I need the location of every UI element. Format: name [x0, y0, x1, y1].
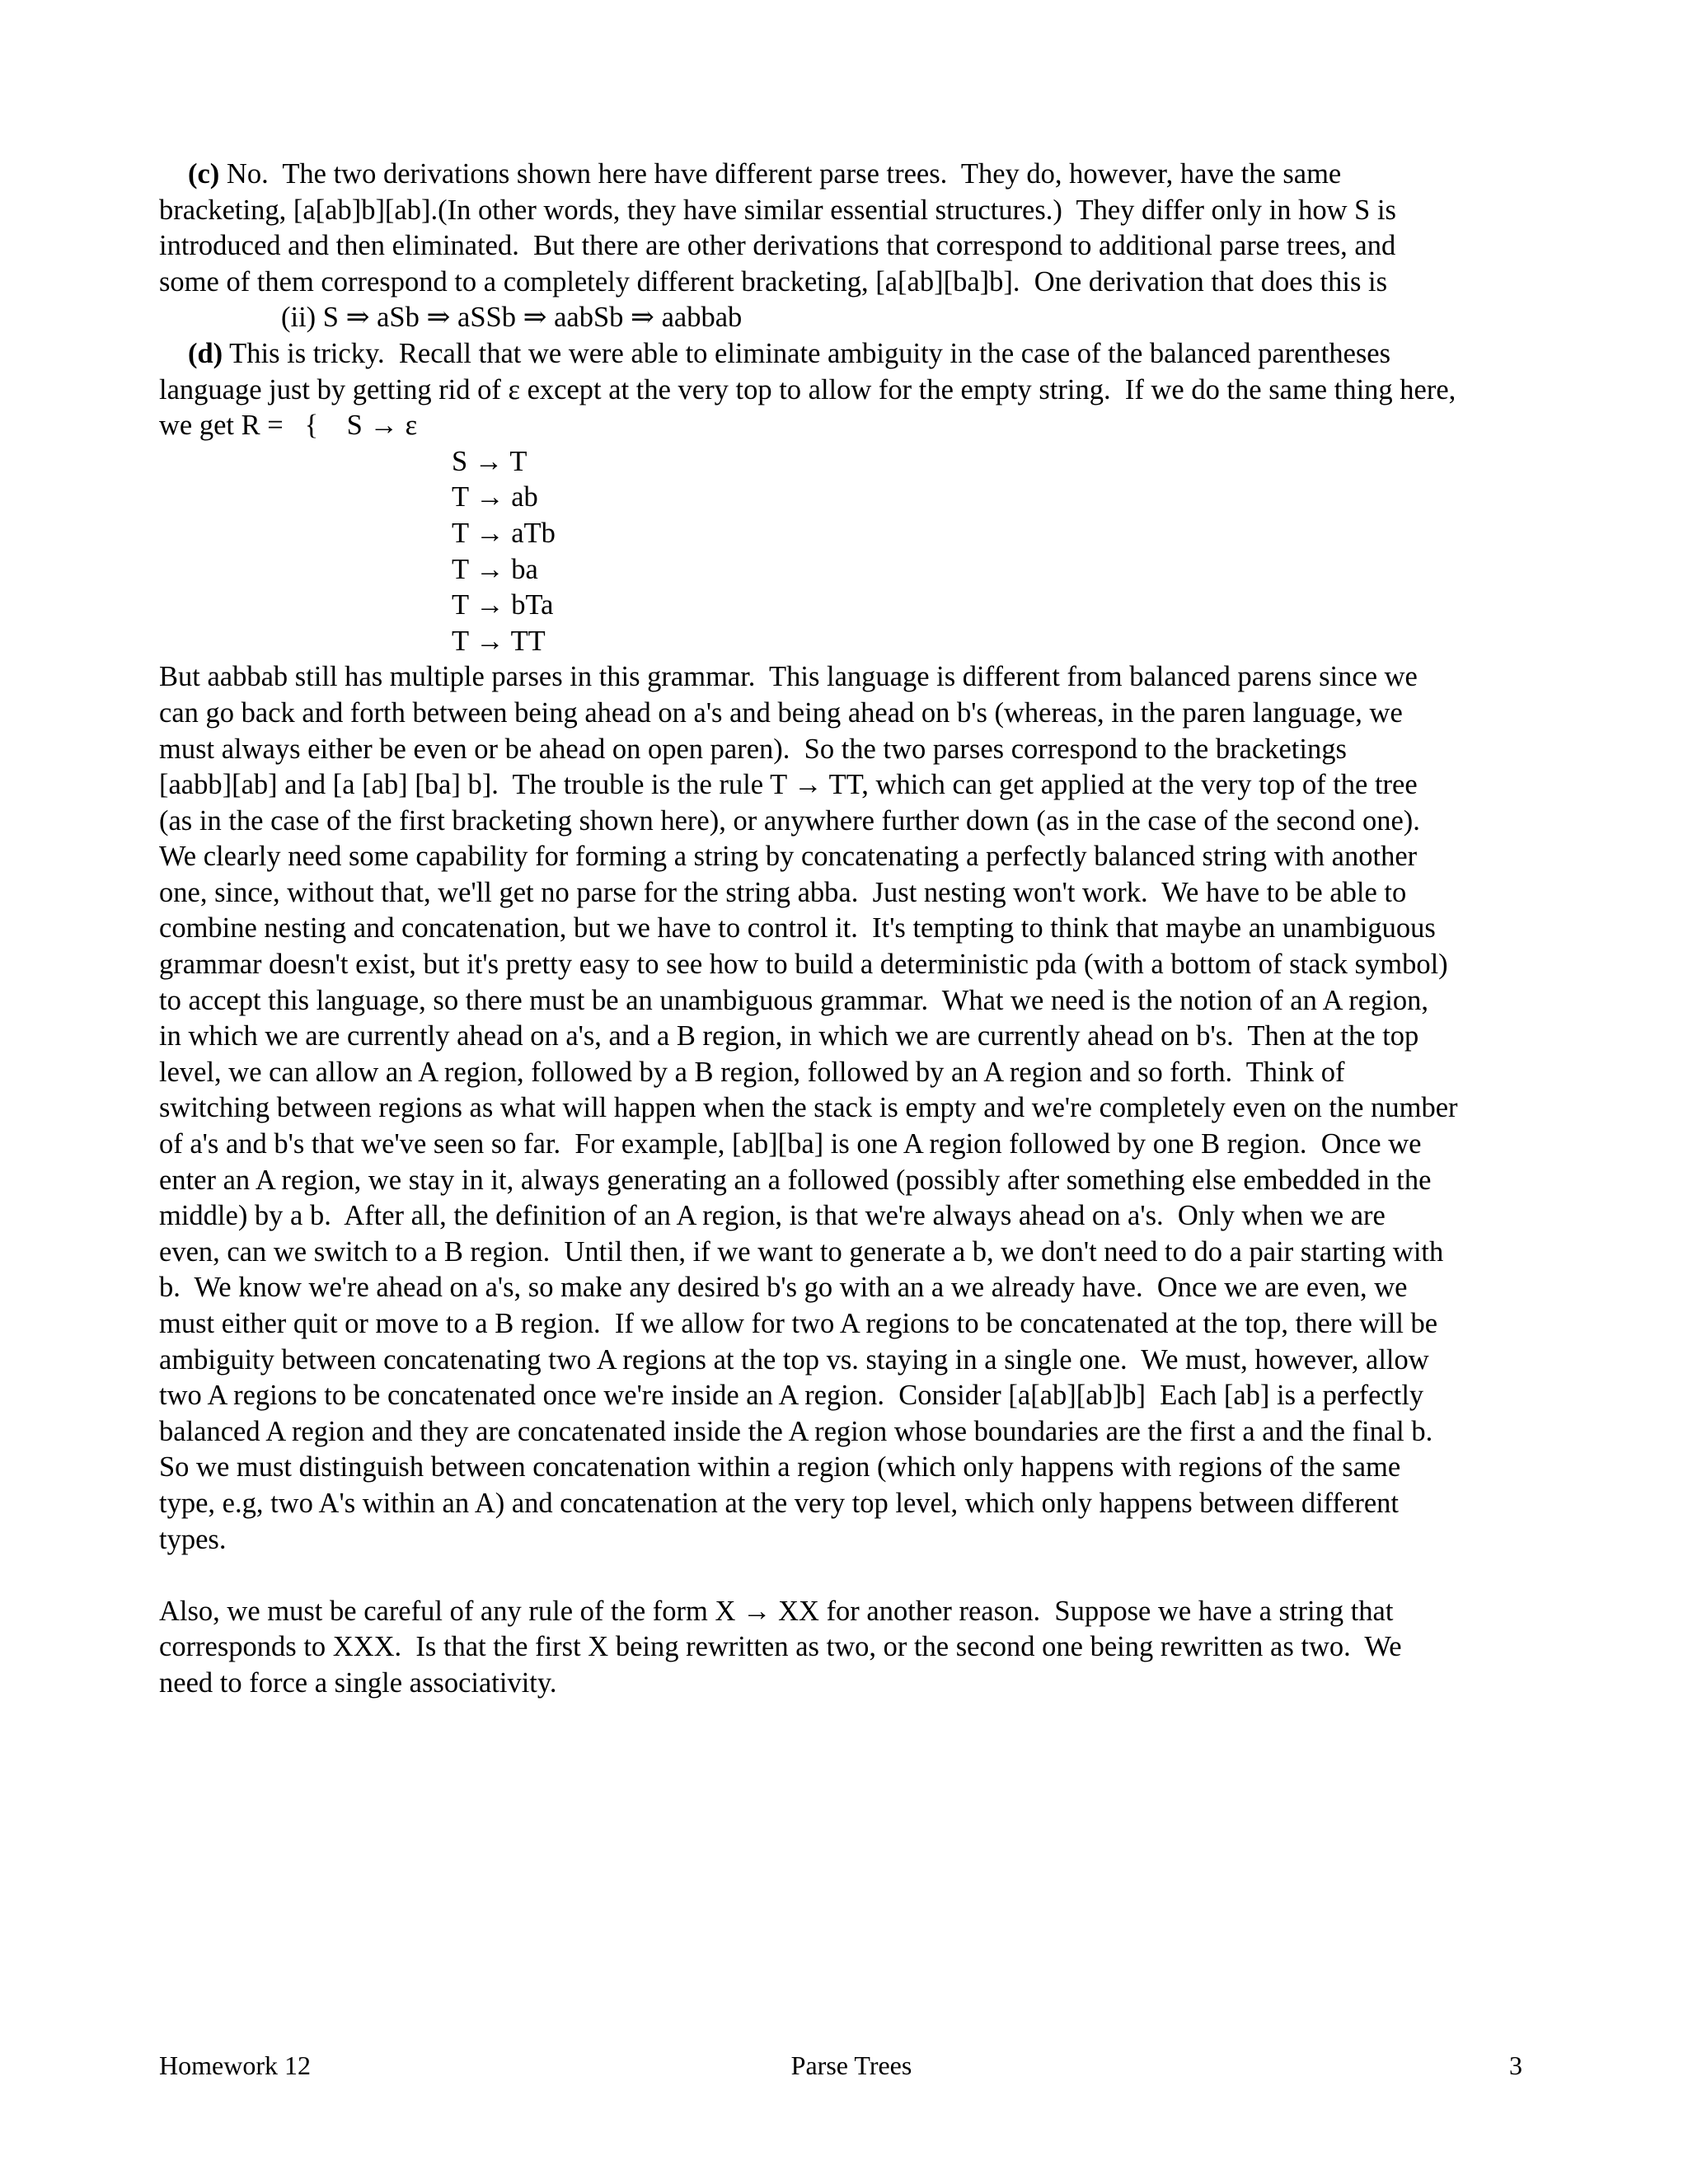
page-number: 3: [1509, 2050, 1522, 2080]
part-c-line-4: some of them correspond to a completely different bracketing, [a[ab][ba]b]. One derivation that does this is: [159, 265, 1388, 298]
text-line: must always either be even or be ahead on open paren). So the two parses correspond to the bracketings: [159, 733, 1347, 765]
text-line: b. We know we're ahead on a's, so make any desired b's go with an a we already have. Once we are even, we: [159, 1272, 1408, 1304]
part-c-label: (c): [188, 158, 220, 190]
text-line: enter an A region, we stay in it, always generating an a followed (possibly after something else embedded in the: [159, 1164, 1432, 1196]
text-line: in which we are currently ahead on a's, and a B region, in which we are currently ahead on b's. Then at the top: [159, 1020, 1419, 1052]
text-line: two A regions to be concatenated once we're inside an A region. Consider [a[ab][ab]b] Each [ab] is a perfectly: [159, 1380, 1424, 1412]
part-c-line-3: introduced and then eliminated. But there are other derivations that correspond to additional parse trees, and: [159, 230, 1396, 262]
grammar-rule: T → aTb: [452, 517, 556, 549]
text-line: switching between regions as what will happen when the stack is empty and we're completely even on the number: [159, 1092, 1458, 1124]
text-line: corresponds to XXX. Is that the first X being rewritten as two, or the second one being rewritten as two. We: [159, 1631, 1402, 1663]
text-line: (as in the case of the first bracketing shown here), or anywhere further down (as in the case of the second one).: [159, 804, 1420, 837]
text-line: need to force a single associativity.: [159, 1666, 557, 1699]
text-line: middle) by a b. After all, the definition of an A region, is that we're always ahead on a's. Only when we are: [159, 1200, 1386, 1232]
text-line: ambiguity between concatenating two A regions at the top vs. staying in a single one. We must, however, allow: [159, 1343, 1429, 1376]
part-d-line-2: language just by getting rid of ε except at the very top to allow for the empty string. If we do the same thing here,: [159, 373, 1456, 405]
text-line: But aabbab still has multiple parses in this grammar. This language is different from balanced parens since we: [159, 661, 1418, 693]
part-d-line-1: (d) This is tricky. Recall that we were able to eliminate ambiguity in the case of the balanced parentheses: [188, 337, 1391, 369]
page-body: [159, 157, 1544, 1702]
text-line: balanced A region and they are concatenated inside the A region whose boundaries are the first a and the final b.: [159, 1415, 1433, 1447]
text-line: one, since, without that, we'll get no parse for the string abba. Just nesting won't work. We have to be able to: [159, 876, 1407, 908]
text-line: must either quit or move to a B region. If we allow for two A regions to be concatenated at the top, there will be: [159, 1308, 1438, 1339]
text-line: Also, we must be careful of any rule of the form X → XX for another reason. Suppose we have a string that: [159, 1595, 1394, 1627]
closing-paragraph: [159, 1594, 1544, 1702]
footer-title: Parse Trees: [790, 2050, 912, 2080]
text-line: types.: [159, 1523, 227, 1555]
grammar-rule: T → ab: [452, 481, 538, 513]
text-line: of a's and b's that we've seen so far. For example, [ab][ba] is one A region followed by one B region. Once we: [159, 1128, 1422, 1160]
part-d-line-3: we get R = { S → ε: [159, 410, 418, 442]
text-line: combine nesting and concatenation, but we have to control it. It's tempting to think that maybe an unambiguous: [159, 912, 1436, 944]
grammar-rule: T → bTa: [452, 589, 554, 621]
text-line: level, we can allow an A region, followed by a B region, followed by an A region and so forth. Think of: [159, 1056, 1345, 1088]
part-c-line-2: bracketing, [a[ab]b][ab].(In other words, they have similar essential structures.) They differ only in how S is: [159, 194, 1396, 226]
footer-course: Homework 12: [159, 2050, 311, 2080]
part-c-line-1: (c) No. The two derivations shown here have different parse trees. They do, however, have the same: [188, 158, 1342, 190]
body-paragraph: [159, 659, 1544, 1558]
grammar-rule: S → T: [452, 445, 528, 477]
text-line: type, e.g, two A's within an A) and concatenation at the very top level, which only happens between different: [159, 1487, 1399, 1519]
text-line: grammar doesn't exist, but it's pretty easy to see how to build a deterministic pda (with a bottom of stack symbol): [159, 949, 1448, 981]
text-line: can go back and forth between being ahead on a's and being ahead on b's (whereas, in the paren language, we: [159, 696, 1403, 729]
text-line: So we must distinguish between concatenation within a region (which only happens with regions of the same: [159, 1451, 1401, 1483]
paragraph-gap: [159, 1558, 1544, 1594]
text-line: even, can we switch to a B region. Until then, if we want to generate a b, we don't need to do a pair starting with: [159, 1235, 1444, 1268]
grammar-rule: T → TT: [452, 625, 546, 657]
grammar-rule: T → ba: [452, 553, 538, 585]
text-line: to accept this language, so there must be an unambiguous grammar. What we need is the notion of an A region,: [159, 984, 1428, 1016]
text-line: We clearly need some capability for forming a string by concatenating a perfectly balanced string with another: [159, 841, 1418, 873]
part-d-label: (d): [188, 337, 223, 369]
text-line: [aabb][ab] and [a [ab] [ba] b]. The trouble is the rule T → TT, which can get applied at the very top of the tree: [159, 769, 1418, 801]
derivation-ii: (ii) S ⇒ aSb ⇒ aSSb ⇒ aabSb ⇒ aabbab: [281, 302, 743, 334]
